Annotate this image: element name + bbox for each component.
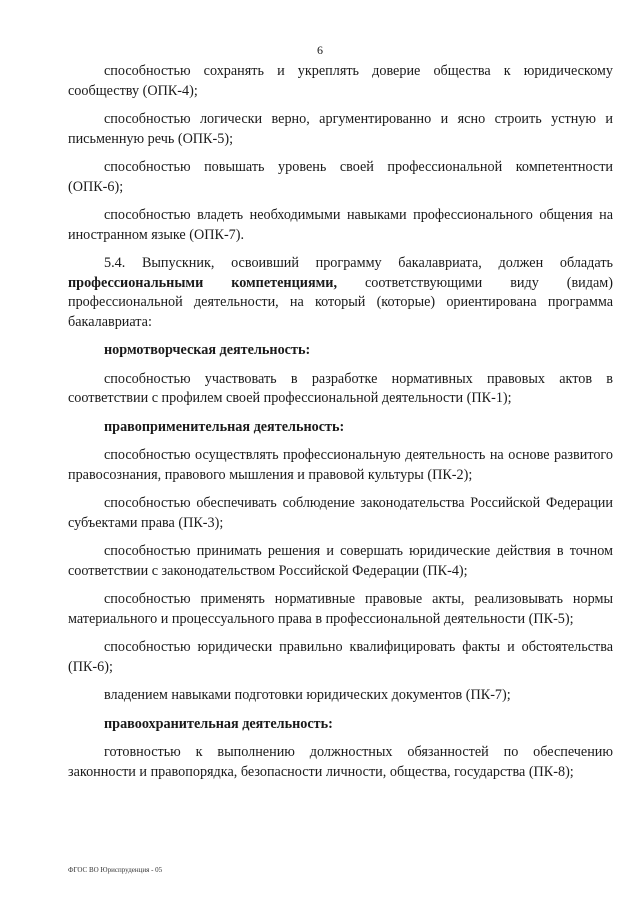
heading-pravookhranitelnaya: правоохранительная деятельность: — [104, 715, 333, 732]
paragraph-pk-3: способностью обеспечивать соблюдение законодательства Российской Федерации субъектами права (ПК-3); — [68, 495, 613, 531]
paragraph-5-4-intro: 5.4. Выпускник, освоивший программу бакалавриата, должен обладать — [104, 255, 613, 271]
paragraph-5-4 — [68, 254, 613, 332]
paragraph-opk-7: способностью владеть необходимыми навыками профессионального общения на иностранном языке (ОПК-7). — [68, 207, 613, 243]
heading-normotvorcheskaya: нормотворческая деятельность: — [104, 342, 311, 358]
paragraph-pk-7: владением навыками подготовки юридических документов (ПК-7); — [104, 687, 511, 703]
paragraph-5-4-rest: соответствующими виду (видам) профессиональной деятельности, на который (которые) ориентирована программа бакалавриата: — [68, 274, 613, 330]
paragraph-pk-5: способностью применять нормативные правовые акты, реализовывать нормы материального и процессуального права в профессиональной деятельности (ПК-5); — [68, 591, 613, 627]
paragraph-pk-6: способностью юридически правильно квалифицировать факты и обстоятельства (ПК-6); — [68, 639, 613, 675]
paragraph-pk-1: способностью участвовать в разработке нормативных правовых актов в соответствии с профилем своей профессиональной деятельности (ПК-1); — [68, 370, 613, 406]
paragraph-pk-2: способностью осуществлять профессиональную деятельность на основе развитого правосознания, правового мышления и правовой культуры (ПК-2); — [68, 447, 613, 483]
paragraph-opk-6: способностью повышать уровень своей профессиональной компетентности (ОПК-6); — [68, 159, 613, 195]
page-number: 6 — [317, 43, 323, 57]
paragraph-5-4-bold: профессиональными компетенциями, — [68, 274, 338, 291]
heading-pravoprimenitelnaya: правоприменительная деятельность: — [104, 418, 345, 435]
paragraph-pk-8: готовностью к выполнению должностных обязанностей по обеспечению законности и правопорядка, безопасности личности, общества, государства (ПК-8); — [68, 744, 613, 780]
document-footer: ФГОС ВО Юриспруденция - 05 — [68, 866, 163, 874]
paragraph-opk-4: способностью сохранять и укреплять доверие общества к юридическому сообществу (ОПК-4); — [68, 63, 613, 99]
document-body — [68, 62, 613, 782]
paragraph-pk-4: способностью принимать решения и совершать юридические действия в точном соответствии с законодательством Российской Федерации (ПК-4); — [68, 543, 613, 579]
paragraph-opk-5: способностью логически верно, аргументированно и ясно строить устную и письменную речь (ОПК-5); — [68, 111, 613, 147]
